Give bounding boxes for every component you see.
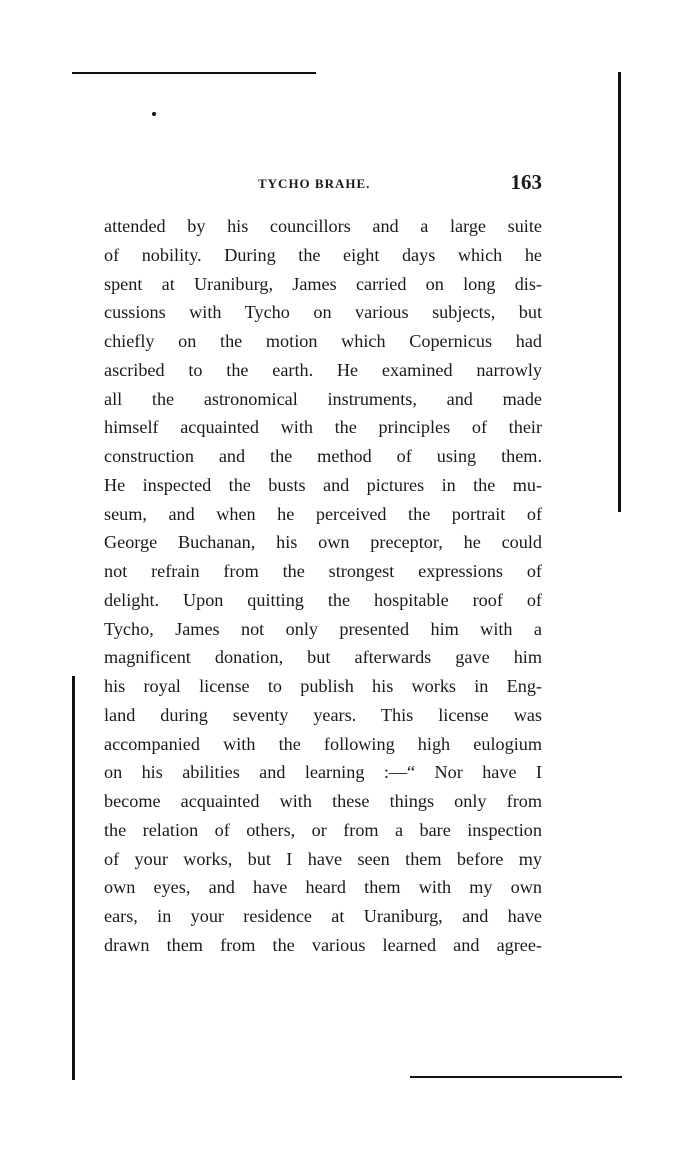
text-line: himself acquainted with the principles of their: [104, 417, 542, 438]
text-line: He inspected the busts and pictures in the mu-: [104, 474, 542, 495]
text-line: the relation of others, or from a bare inspection: [104, 819, 542, 840]
text-line: drawn them from the various learned and agree-: [104, 934, 542, 955]
scan-bottom-rule: [410, 1076, 622, 1078]
text-line: not refrain from the strongest expressions of: [104, 561, 542, 581]
text-line: ascribed to the earth. He examined narrowly: [104, 359, 542, 380]
text-line: accompanied with the following high eulogium: [104, 733, 542, 754]
text-line: attended by his councillors and a large suite: [104, 216, 542, 236]
text-line: magnificent donation, but afterwards gave him: [104, 647, 542, 668]
text-line: spent at Uraniburg, James carried on long dis-: [104, 273, 542, 294]
text-line: Tycho, James not only presented him with a: [104, 618, 542, 639]
scan-right-edge-line: [618, 72, 621, 512]
text-line: land during seventy years. This license was: [104, 704, 542, 725]
scan-top-rule: [72, 72, 316, 74]
text-line: his royal license to publish his works in Eng-: [104, 676, 542, 696]
text-line: seum, and when he perceived the portrait of: [104, 503, 542, 524]
text-line: construction and the method of using them.: [104, 446, 542, 466]
text-line: of your works, but I have seen them before my: [104, 848, 542, 869]
text-line: on his abilities and learning :—“ Nor have I: [104, 762, 542, 783]
text-line: all the astronomical instruments, and made: [104, 388, 542, 409]
running-head-title: TYCHO BRAHE.: [258, 176, 371, 191]
text-line: chiefly on the motion which Copernicus had: [104, 331, 542, 351]
text-line: delight. Upon quitting the hospitable roof of: [104, 589, 542, 610]
text-line: George Buchanan, his own preceptor, he could: [104, 532, 542, 553]
scan-speck: [152, 112, 156, 116]
text-line: become acquainted with these things only from: [104, 791, 542, 811]
running-head: [104, 170, 542, 198]
text-line: cussions with Tycho on various subjects, but: [104, 302, 542, 323]
text-line: own eyes, and have heard them with my own: [104, 877, 542, 898]
text-line: ears, in your residence at Uraniburg, and have: [104, 906, 542, 926]
body-text: [104, 212, 542, 960]
text-line: of nobility. During the eight days which he: [104, 244, 542, 265]
page-number: 163: [510, 170, 542, 194]
scan-left-edge-line: [72, 676, 75, 1080]
